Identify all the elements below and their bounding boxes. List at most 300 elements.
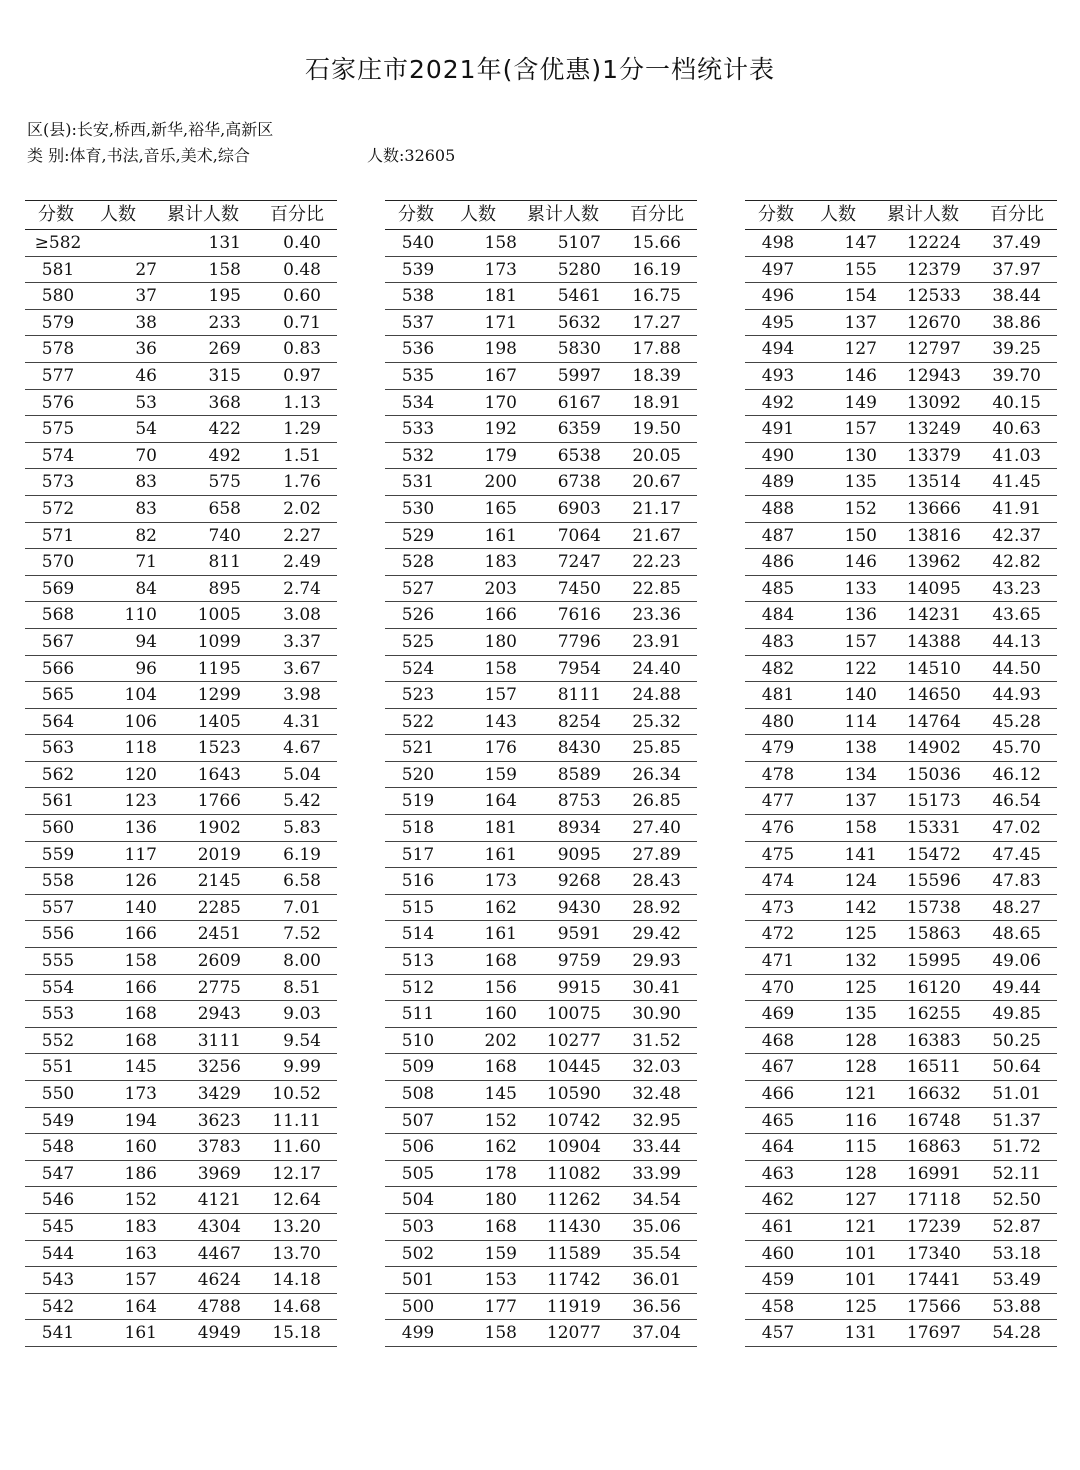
cell-cumulative: 13666 <box>906 498 961 519</box>
cell-count: 181 <box>484 286 517 307</box>
table-row <box>25 1001 337 1028</box>
cell-score: 536 <box>401 339 435 360</box>
cell-score: 525 <box>401 631 435 652</box>
cell-count: 146 <box>844 365 877 386</box>
cell-count: 121 <box>844 1084 877 1104</box>
table-row <box>745 629 1057 656</box>
cell-percent: 32.03 <box>632 1057 681 1078</box>
cell-percent: 1.13 <box>283 392 321 413</box>
table-row <box>385 975 697 1002</box>
cell-percent: 18.91 <box>632 392 681 413</box>
cell-count: 162 <box>484 1137 517 1158</box>
cell-count: 150 <box>844 525 877 546</box>
table-row <box>25 336 337 363</box>
table-row <box>745 257 1057 284</box>
cell-percent: 37.97 <box>992 259 1041 280</box>
cell-count: 180 <box>484 631 517 652</box>
cell-percent: 23.91 <box>632 631 681 652</box>
table-row <box>385 735 697 762</box>
cell-percent: 36.56 <box>632 1296 681 1317</box>
table-row <box>745 735 1057 762</box>
cell-count: 127 <box>844 339 877 360</box>
cell-percent: 19.50 <box>632 419 681 440</box>
cell-count: 110 <box>124 605 157 626</box>
cell-cumulative: 315 <box>208 365 241 386</box>
cell-score: 508 <box>401 1084 435 1104</box>
cell-percent: 28.43 <box>632 871 681 892</box>
table-row <box>25 975 337 1002</box>
table-row <box>25 629 337 656</box>
cell-score: 484 <box>761 605 795 626</box>
cell-score: 566 <box>41 658 75 679</box>
cell-score: 570 <box>41 552 75 573</box>
cell-count: 159 <box>484 764 517 785</box>
cell-percent: 38.86 <box>992 312 1041 333</box>
cell-score: 562 <box>41 764 75 785</box>
cell-score: 571 <box>41 525 75 546</box>
cell-score: 499 <box>401 1323 435 1344</box>
cell-cumulative: 15472 <box>906 844 961 865</box>
cell-cumulative: 13092 <box>906 392 961 413</box>
cell-score: 471 <box>761 951 795 972</box>
cell-percent: 23.36 <box>632 605 681 626</box>
cell-cumulative: 5107 <box>557 233 601 253</box>
cell-score: 473 <box>761 897 795 918</box>
table-row <box>745 1028 1057 1055</box>
cell-count: 136 <box>124 818 157 839</box>
category-line: 类 别:体育,书法,音乐,美术,综合 <box>27 146 250 165</box>
cell-percent: 11.11 <box>272 1110 321 1131</box>
cell-score: 535 <box>401 365 435 386</box>
cell-count: 158 <box>484 233 517 253</box>
cell-score: 564 <box>41 711 75 732</box>
cell-cumulative: 6167 <box>557 392 601 413</box>
cell-cumulative: 5997 <box>557 365 601 386</box>
cell-cumulative: 12533 <box>906 286 961 307</box>
cell-score: 527 <box>401 578 435 599</box>
cell-percent: 29.93 <box>632 951 681 972</box>
cell-cumulative: 17441 <box>906 1270 961 1291</box>
cell-percent: 42.82 <box>992 552 1041 573</box>
cell-percent: 8.00 <box>283 951 321 972</box>
cell-cumulative: 6359 <box>557 419 601 440</box>
cell-count: 167 <box>484 365 517 386</box>
cell-percent: 32.95 <box>632 1110 681 1131</box>
cell-percent: 37.49 <box>992 233 1041 253</box>
cell-cumulative: 5461 <box>557 286 601 307</box>
cell-count: 181 <box>484 818 517 839</box>
cell-cumulative: 13514 <box>906 472 961 493</box>
cell-count: 125 <box>844 977 877 998</box>
cell-score: 461 <box>761 1216 795 1237</box>
cell-cumulative: 4788 <box>197 1296 241 1317</box>
cell-count: 158 <box>124 951 157 972</box>
cell-cumulative: 15331 <box>906 818 961 839</box>
cell-count: 160 <box>124 1137 157 1158</box>
header-count: 人数 <box>100 204 136 225</box>
cell-percent: 34.54 <box>632 1190 681 1211</box>
cell-score: 506 <box>401 1137 435 1158</box>
cell-cumulative: 2943 <box>197 1004 241 1025</box>
table-row <box>25 257 337 284</box>
cell-score: 482 <box>761 658 795 679</box>
cell-count: 166 <box>124 924 157 945</box>
cell-cumulative: 3256 <box>197 1057 241 1078</box>
table-row <box>385 895 697 922</box>
cell-percent: 22.85 <box>632 578 681 599</box>
cell-count: 70 <box>135 445 157 466</box>
cell-percent: 39.70 <box>992 365 1041 386</box>
cell-count: 145 <box>484 1084 517 1104</box>
cell-count: 166 <box>484 605 517 626</box>
cell-percent: 6.19 <box>283 844 321 865</box>
table-header <box>25 200 337 230</box>
cell-score: 475 <box>761 844 795 865</box>
cell-cumulative: 11919 <box>546 1296 601 1317</box>
cell-count: 137 <box>844 791 877 812</box>
cell-cumulative: 12797 <box>906 339 961 360</box>
cell-count: 147 <box>844 233 877 253</box>
cell-cumulative: 1195 <box>197 658 241 679</box>
cell-count: 168 <box>124 1004 157 1025</box>
cell-count: 133 <box>844 578 877 599</box>
cell-count: 36 <box>135 339 157 360</box>
cell-score: 486 <box>761 552 795 573</box>
cell-count: 132 <box>844 951 877 972</box>
table-row <box>385 656 697 683</box>
table-row <box>385 1081 697 1108</box>
table-row <box>25 1214 337 1241</box>
table-row <box>745 1267 1057 1294</box>
table-row <box>745 1294 1057 1321</box>
cell-cumulative: 9430 <box>557 897 601 918</box>
cell-cumulative: 14650 <box>906 685 961 706</box>
cell-score: 526 <box>401 605 435 626</box>
cell-count: 186 <box>124 1163 157 1184</box>
table-row <box>745 1054 1057 1081</box>
cell-count <box>91 230 157 256</box>
cell-percent: 4.67 <box>283 738 321 759</box>
cell-score: 524 <box>401 658 435 679</box>
cell-percent: 21.17 <box>632 498 681 519</box>
cell-score: 523 <box>401 685 435 706</box>
cell-cumulative: 269 <box>208 339 241 360</box>
cell-count: 145 <box>124 1057 157 1078</box>
cell-score: 551 <box>41 1057 75 1078</box>
cell-percent: 33.99 <box>632 1163 681 1184</box>
cell-cumulative: 16383 <box>906 1030 961 1051</box>
table-row <box>745 975 1057 1002</box>
cell-cumulative: 10445 <box>546 1057 601 1078</box>
cell-percent: 26.85 <box>632 791 681 812</box>
cell-count: 83 <box>135 472 157 493</box>
cell-count: 160 <box>484 1004 517 1025</box>
cell-cumulative: 4121 <box>197 1190 241 1211</box>
cell-cumulative: 13379 <box>906 445 961 466</box>
cell-cumulative: 9268 <box>557 871 601 892</box>
cell-count: 140 <box>124 897 157 918</box>
district-line: 区(县):长安,桥西,新华,裕华,高新区 <box>27 120 274 139</box>
cell-count: 96 <box>135 658 157 679</box>
cell-percent: 3.08 <box>283 605 321 626</box>
cell-percent: 52.50 <box>992 1190 1041 1211</box>
cell-count: 116 <box>844 1110 877 1131</box>
cell-score: 483 <box>761 631 795 652</box>
cell-cumulative: 2019 <box>197 844 241 865</box>
cell-score: 528 <box>401 552 435 573</box>
cell-cumulative: 16991 <box>906 1163 961 1184</box>
cell-cumulative: 1099 <box>197 631 241 652</box>
cell-cumulative: 15173 <box>906 791 961 812</box>
cell-count: 128 <box>844 1057 877 1078</box>
cell-percent: 50.64 <box>992 1057 1041 1078</box>
cell-percent: 49.06 <box>992 951 1041 972</box>
cell-cumulative: 8254 <box>557 711 601 732</box>
cell-count: 157 <box>844 419 877 440</box>
table-row <box>385 363 697 390</box>
cell-count: 158 <box>484 1323 517 1344</box>
cell-cumulative: 3429 <box>197 1084 241 1104</box>
table-row <box>745 1241 1057 1268</box>
cell-score: 492 <box>761 392 795 413</box>
table-row <box>25 895 337 922</box>
cell-cumulative: 9759 <box>557 951 601 972</box>
cell-percent: 25.85 <box>632 738 681 759</box>
cell-score: 507 <box>401 1110 435 1131</box>
cell-percent: 29.42 <box>632 924 681 945</box>
cell-cumulative: 15036 <box>906 764 961 785</box>
cell-count: 120 <box>124 764 157 785</box>
cell-cumulative: 17697 <box>906 1323 961 1344</box>
cell-cumulative: 13962 <box>906 552 961 573</box>
cell-cumulative: 9915 <box>557 977 601 998</box>
cell-score: 561 <box>41 791 75 812</box>
cell-cumulative: 8589 <box>557 764 601 785</box>
table-row <box>745 1214 1057 1241</box>
cell-score: 579 <box>41 312 75 333</box>
table-row <box>745 230 1057 257</box>
table-row <box>745 549 1057 576</box>
table-row <box>745 895 1057 922</box>
cell-score: 510 <box>401 1030 435 1051</box>
cell-cumulative: 3969 <box>197 1163 241 1184</box>
table-row <box>385 709 697 736</box>
table-row <box>745 602 1057 629</box>
cell-percent: 25.32 <box>632 711 681 732</box>
cell-percent: 9.99 <box>283 1057 321 1078</box>
cell-percent: 24.88 <box>632 685 681 706</box>
cell-score: 474 <box>761 871 795 892</box>
cell-percent: 43.23 <box>992 578 1041 599</box>
cell-count: 37 <box>135 286 157 307</box>
cell-cumulative: 5280 <box>557 259 601 280</box>
cell-cumulative: 12943 <box>906 365 961 386</box>
cell-count: 183 <box>124 1216 157 1237</box>
cell-score: 490 <box>761 445 795 466</box>
table-row <box>745 1081 1057 1108</box>
cell-cumulative: 14764 <box>906 711 961 732</box>
cell-score: 466 <box>761 1084 795 1104</box>
cell-score: 502 <box>401 1243 435 1264</box>
cell-percent: 17.88 <box>632 339 681 360</box>
cell-score: 550 <box>41 1084 75 1104</box>
table-row <box>25 815 337 842</box>
cell-count: 135 <box>844 1004 877 1025</box>
cell-count: 154 <box>844 286 877 307</box>
cell-count: 38 <box>135 312 157 333</box>
table-row <box>25 762 337 789</box>
cell-percent: 16.75 <box>632 286 681 307</box>
cell-score: 512 <box>401 977 435 998</box>
table-row <box>25 230 337 257</box>
cell-percent: 35.06 <box>632 1216 681 1237</box>
table-row <box>745 948 1057 975</box>
cell-cumulative: 6903 <box>557 498 601 519</box>
cell-count: 137 <box>844 312 877 333</box>
table-row <box>385 1054 697 1081</box>
cell-count: 156 <box>484 977 517 998</box>
cell-score: 494 <box>761 339 795 360</box>
cell-count: 135 <box>844 472 877 493</box>
cell-percent: 39.25 <box>992 339 1041 360</box>
cell-score: 563 <box>41 738 75 759</box>
cell-count: 84 <box>135 578 157 599</box>
cell-score: 569 <box>41 578 75 599</box>
cell-count: 164 <box>484 791 517 812</box>
cell-count: 152 <box>124 1190 157 1211</box>
cell-percent: 13.20 <box>272 1216 321 1237</box>
cell-cumulative: 14902 <box>906 738 961 759</box>
cell-percent: 5.04 <box>283 764 321 785</box>
cell-cumulative: 15596 <box>906 871 961 892</box>
cell-cumulative: 17566 <box>906 1296 961 1317</box>
cell-cumulative: 9095 <box>557 844 601 865</box>
table-header <box>745 200 1057 230</box>
cell-count: 176 <box>484 738 517 759</box>
cell-score: 545 <box>41 1216 75 1237</box>
table-row <box>385 230 697 257</box>
table-row <box>25 523 337 550</box>
cell-count: 117 <box>124 844 157 865</box>
cell-cumulative: 2145 <box>197 871 241 892</box>
table-row <box>745 1161 1057 1188</box>
cell-score: 565 <box>41 685 75 706</box>
cell-score: 533 <box>401 419 435 440</box>
table-row <box>25 1320 337 1347</box>
cell-percent: 47.02 <box>992 818 1041 839</box>
table-row <box>25 602 337 629</box>
cell-count: 165 <box>484 498 517 519</box>
cell-percent: 32.48 <box>632 1084 681 1104</box>
cell-count: 115 <box>844 1137 877 1158</box>
cell-score: 553 <box>41 1004 75 1025</box>
cell-cumulative: 12077 <box>546 1323 601 1344</box>
cell-count: 183 <box>484 552 517 573</box>
cell-percent: 10.52 <box>272 1084 321 1104</box>
cell-cumulative: 740 <box>208 525 241 546</box>
table-row <box>25 788 337 815</box>
cell-cumulative: 2451 <box>197 924 241 945</box>
table-row <box>25 1134 337 1161</box>
cell-count: 179 <box>484 445 517 466</box>
cell-cumulative: 4949 <box>197 1323 241 1344</box>
table-row <box>25 921 337 948</box>
cell-count: 121 <box>844 1216 877 1237</box>
cell-score: 560 <box>41 818 75 839</box>
cell-count: 94 <box>135 631 157 652</box>
cell-score: 537 <box>401 312 435 333</box>
cell-cumulative: 14388 <box>906 631 961 652</box>
cell-count: 53 <box>135 392 157 413</box>
table-row <box>745 788 1057 815</box>
table-row <box>745 310 1057 337</box>
cell-cumulative: 11082 <box>546 1163 601 1184</box>
cell-score: 487 <box>761 525 795 546</box>
table-row <box>385 1241 697 1268</box>
cell-percent: 22.23 <box>632 552 681 573</box>
table-row <box>745 921 1057 948</box>
cell-count: 128 <box>844 1030 877 1051</box>
cell-score: 567 <box>41 631 75 652</box>
table-row <box>25 868 337 895</box>
cell-cumulative: 10277 <box>546 1030 601 1051</box>
table-row <box>745 1187 1057 1214</box>
table-row <box>25 1294 337 1321</box>
cell-percent: 20.05 <box>632 445 681 466</box>
table-row <box>385 1134 697 1161</box>
cell-cumulative: 368 <box>208 392 241 413</box>
cell-score: 580 <box>41 286 75 307</box>
cell-cumulative: 811 <box>208 552 241 573</box>
cell-cumulative: 15738 <box>906 897 961 918</box>
cell-cumulative: 1523 <box>197 738 241 759</box>
cell-percent: 5.42 <box>283 791 321 812</box>
cell-cumulative: 16120 <box>906 977 961 998</box>
cell-score: 554 <box>41 977 75 998</box>
cell-cumulative: 10742 <box>546 1110 601 1131</box>
cell-cumulative: 3623 <box>197 1110 241 1131</box>
cell-percent: 40.63 <box>992 419 1041 440</box>
cell-cumulative: 1643 <box>197 764 241 785</box>
table-row <box>385 1214 697 1241</box>
table-row <box>745 682 1057 709</box>
cell-count: 82 <box>135 525 157 546</box>
cell-cumulative: 13249 <box>906 419 961 440</box>
cell-score: 574 <box>41 445 75 466</box>
cell-score: 534 <box>401 392 435 413</box>
cell-count: 101 <box>844 1243 877 1264</box>
table-row <box>25 576 337 603</box>
cell-score: 573 <box>41 472 75 493</box>
table-row <box>25 1187 337 1214</box>
cell-cumulative: 7064 <box>557 525 601 546</box>
cell-score: 491 <box>761 419 795 440</box>
cell-count: 171 <box>484 312 517 333</box>
header-cumulative: 累计人数 <box>887 204 959 225</box>
cell-percent: 6.58 <box>283 871 321 892</box>
cell-cumulative: 6738 <box>557 472 601 493</box>
cell-count: 158 <box>484 658 517 679</box>
cell-score: 518 <box>401 818 435 839</box>
table-row <box>385 948 697 975</box>
cell-count: 198 <box>484 339 517 360</box>
cell-count: 161 <box>484 525 517 546</box>
table-row <box>25 469 337 496</box>
table-row <box>25 1267 337 1294</box>
cell-percent: 1.51 <box>283 445 321 466</box>
cell-score: 558 <box>41 871 75 892</box>
cell-count: 161 <box>484 924 517 945</box>
